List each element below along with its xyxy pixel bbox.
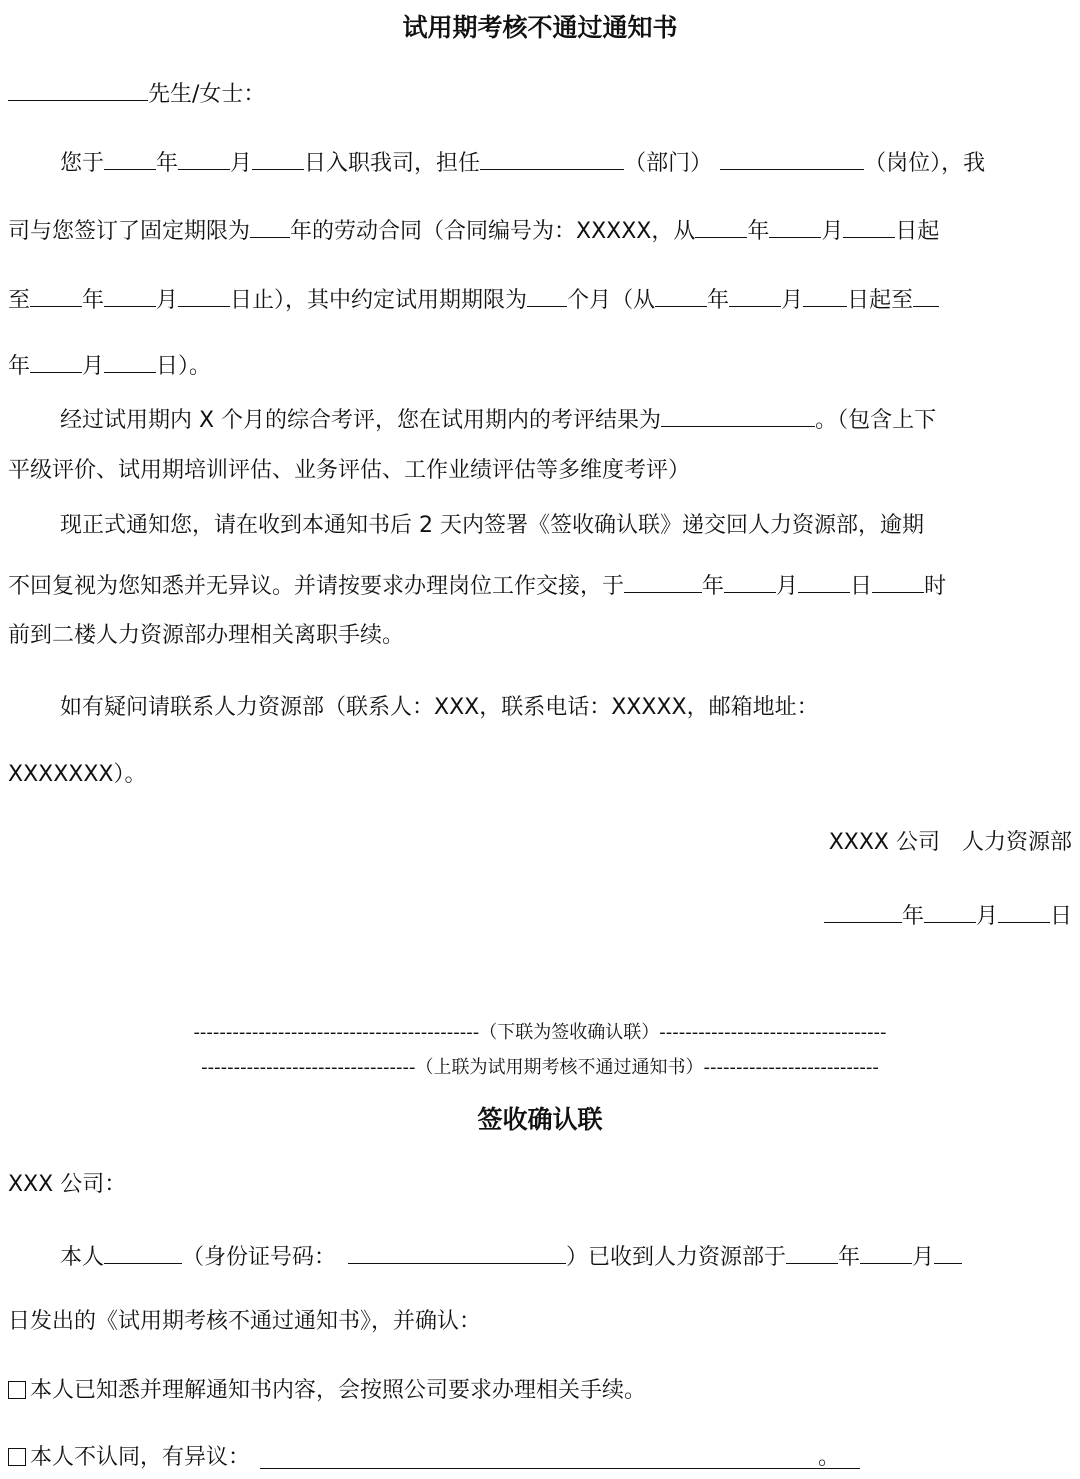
p1-line2-text-c: 日起: [895, 219, 940, 244]
probation-start-month-blank[interactable]: [729, 284, 781, 307]
contract-start-day-blank[interactable]: [843, 215, 895, 238]
p4-line2: XXXXXXX）。: [8, 762, 147, 787]
p1-line2-month-label: 月: [821, 219, 844, 244]
name-blank[interactable]: [8, 78, 148, 101]
p1-year-label: 年: [156, 151, 179, 176]
signature-month-label: 月: [975, 904, 998, 929]
p1-text-b: 日入职我司，担任: [304, 151, 481, 176]
position-blank[interactable]: [720, 147, 864, 170]
p2-line1: [60, 404, 936, 433]
separator-upper: ---------------------------------（上联为试用期考核不通过通知书）---------------------------: [201, 1057, 879, 1078]
hire-day-blank[interactable]: [252, 147, 304, 170]
p1-pos-label: （岗位），我: [864, 151, 986, 176]
receipt-year-blank[interactable]: [786, 1241, 838, 1264]
p2-line2: 平级评价、试用期培训评估、业务评估、工作业绩评估等多维度考评）: [8, 458, 691, 483]
contract-start-month-blank[interactable]: [769, 215, 821, 238]
receipt-year-label: 年: [838, 1245, 861, 1270]
receipt-id-label: （身份证号码：: [182, 1245, 337, 1270]
p3-hour-label: 时: [924, 574, 947, 599]
probation-start-year-blank[interactable]: [655, 284, 707, 307]
salutation-text: 先生/女士：: [148, 82, 266, 107]
objection-blank[interactable]: [260, 1446, 860, 1469]
receipt-name-blank[interactable]: [104, 1241, 182, 1264]
p1-line3-text-d: 日起至: [847, 288, 914, 313]
receipt-title: 签收确认联: [477, 1105, 603, 1134]
p2-text-b: 。（包含上下: [815, 408, 937, 433]
evaluation-result-blank[interactable]: [661, 404, 815, 427]
p1-line3-year2-label: 年: [707, 288, 730, 313]
handover-hour-blank[interactable]: [872, 570, 924, 593]
p1-line2: [8, 215, 939, 244]
signature-day-label: 日: [1049, 904, 1072, 929]
receipt-month-blank[interactable]: [860, 1241, 912, 1264]
receipt-line1: [60, 1241, 962, 1270]
agree-checkbox[interactable]: [8, 1381, 26, 1399]
p3-line2: [8, 570, 946, 599]
receipt-month-label: 月: [912, 1245, 935, 1270]
contract-start-year-blank[interactable]: [695, 215, 747, 238]
probation-end-day-blank[interactable]: [104, 350, 156, 373]
contract-years-blank[interactable]: [250, 215, 290, 238]
receipt-line2: 日发出的《试用期考核不通过通知书》，并确认：: [8, 1309, 482, 1334]
p1-line4-end: 日）。: [156, 354, 212, 379]
receipt-to: XXX 公司：: [8, 1172, 127, 1197]
id-number-blank[interactable]: [348, 1241, 566, 1264]
p1-line3: [8, 284, 939, 313]
signature-month-blank[interactable]: [924, 900, 976, 923]
contract-end-year-blank[interactable]: [30, 284, 82, 307]
p1-line2-year-label: 年: [747, 219, 770, 244]
p1-line3-month2-label: 月: [781, 288, 804, 313]
p3-day-label: 日: [850, 574, 873, 599]
contract-end-day-blank[interactable]: [178, 284, 230, 307]
hire-month-blank[interactable]: [178, 147, 230, 170]
notice-title: 试用期考核不通过通知书: [402, 13, 678, 42]
p1-line4-year-label: 年: [8, 354, 31, 379]
p1-text-a: 您于: [60, 151, 105, 176]
probation-end-month-blank[interactable]: [30, 350, 82, 373]
probation-end-year-blank-a[interactable]: [913, 284, 939, 307]
separator-lower: --------------------------------------------（下联为签收确认联）-----------------------------------: [193, 1022, 887, 1043]
p1-line2-text-a: 司与您签订了固定期限为: [8, 219, 251, 244]
handover-year-blank[interactable]: [624, 570, 702, 593]
hire-year-blank[interactable]: [104, 147, 156, 170]
disagree-checkbox[interactable]: [8, 1448, 26, 1466]
p3-line2-text: 不回复视为您知悉并无异议。并请按要求办理岗位工作交接，于: [8, 574, 625, 599]
receipt-option1: [8, 1379, 646, 1403]
dept-blank[interactable]: [480, 147, 624, 170]
p1-line4-month-label: 月: [82, 354, 105, 379]
receipt-text-c: ）已收到人力资源部于: [566, 1245, 787, 1270]
p3-line1: 现正式通知您，请在收到本通知书后 2 天内签署《签收确认联》递交回人力资源部，逾期: [60, 513, 924, 538]
signature-day-blank[interactable]: [998, 900, 1050, 923]
p1-line4: [8, 350, 211, 379]
p4-line1: 如有疑问请联系人力资源部（联系人：XXX，联系电话：XXXXX，邮箱地址：: [60, 695, 819, 720]
p2-text-a: 经过试用期内 X 个月的综合考评，您在试用期内的考评结果为: [60, 408, 662, 433]
receipt-option2: [8, 1446, 860, 1470]
p1-line1: [60, 147, 985, 176]
p1-month-label: 月: [230, 151, 253, 176]
p1-line3-month-label: 月: [156, 288, 179, 313]
handover-day-blank[interactable]: [798, 570, 850, 593]
salutation-line: [8, 78, 265, 107]
objection-end-mark: 。: [818, 1445, 841, 1470]
p1-dept-label: （部门）: [624, 151, 713, 176]
p3-month-label: 月: [776, 574, 799, 599]
probation-months-blank[interactable]: [527, 284, 567, 307]
agree-text: 本人已知悉并理解通知书内容，会按照公司要求办理相关手续。: [30, 1378, 647, 1403]
contract-end-month-blank[interactable]: [104, 284, 156, 307]
p3-year-label: 年: [702, 574, 725, 599]
p1-line3-year-label: 年: [82, 288, 105, 313]
p1-line3-text-a: 至: [8, 288, 31, 313]
p1-line2-text-b: 年的劳动合同（合同编号为：XXXXX，从: [290, 219, 696, 244]
signature-date: [824, 900, 1072, 929]
signature-company: XXXX 公司 人力资源部: [828, 830, 1072, 855]
receipt-day-blank[interactable]: [934, 1241, 962, 1264]
handover-month-blank[interactable]: [724, 570, 776, 593]
p1-line3-text-b: 日止），其中约定试用期期限为: [230, 288, 528, 313]
receipt-text-a: 本人: [60, 1245, 105, 1270]
p3-line3: 前到二楼人力资源部办理相关离职手续。: [8, 623, 405, 648]
disagree-text: 本人不认同，有异议：: [30, 1445, 251, 1470]
probation-start-day-blank[interactable]: [803, 284, 847, 307]
signature-year-blank[interactable]: [824, 900, 902, 923]
p1-line3-text-c: 个月（从: [567, 288, 656, 313]
signature-year-label: 年: [901, 904, 924, 929]
